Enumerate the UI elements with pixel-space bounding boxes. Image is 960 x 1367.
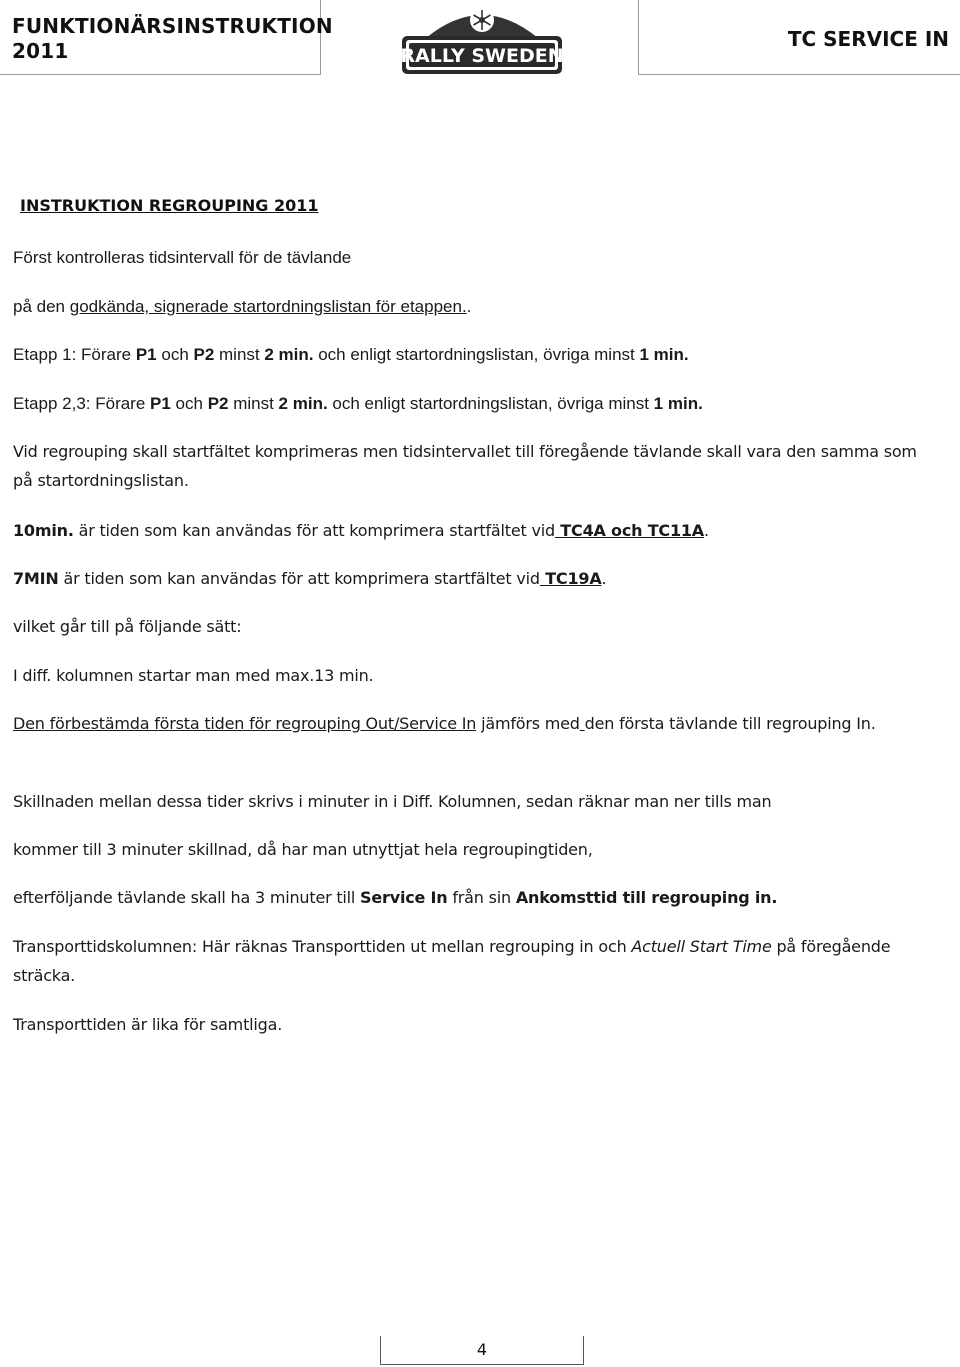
paragraph-following: efterföljande tävlande skall ha 3 minuter till Service In från sin Ankomsttid till regrouping in. [13,888,778,907]
paragraph-10min: 10min. är tiden som kan användas för att komprimera startfältet vid TC4A och TC11A. [13,521,709,540]
header-doc-type: FUNKTIONÄRSINSTRUKTION [12,14,333,38]
document-title: INSTRUKTION REGROUPING 2011 [20,196,319,215]
paragraph-stage-1: Etapp 1: Förare P1 och P2 minst 2 min. och enligt startordningslistan, övriga minst 1 min. [13,345,689,364]
paragraph-startlist: på den godkända, signerade startordningslistan för etappen.. [13,297,472,316]
paragraph-intro: Först kontrolleras tidsintervall för de tävlande [13,248,352,267]
logo-text: RALLY SWEDEN [400,45,564,67]
header-year: 2011 [12,39,69,63]
paragraph-compress-field: Vid regrouping skall startfältet komprimeras men tidsintervallet till föregående tävlande skall vara den samma som på startordningslistan. [13,442,917,490]
paragraph-diff-start: I diff. kolumnen startar man med max.13 min. [13,666,374,685]
rally-sweden-logo [398,0,566,78]
page-number: 4 [476,1340,488,1359]
paragraph-transport: Transporttidskolumnen: Här räknas Transporttiden ut mellan regrouping in och Actuell Start Time på föregående sträcka. [13,937,891,985]
paragraph-difference: Skillnaden mellan dessa tider skrivs i minuter in i Diff. Kolumnen, sedan räknar man ner tills man [13,792,772,811]
header-left-box [0,0,333,75]
paragraph-stage-2-3: Etapp 2,3: Förare P1 och P2 minst 2 min. och enligt startordningslistan, övriga minst 1 min. [13,394,703,413]
paragraph-3min: kommer till 3 minuter skillnad, då har man utnyttjat hela regroupingtiden, [13,840,593,859]
header-right-box [638,0,960,75]
paragraph-7min: 7MIN är tiden som kan användas för att komprimera startfältet vid TC19A. [13,569,607,588]
paragraph-transport-equal: Transporttiden är lika för samtliga. [13,1015,283,1034]
paragraph-how: vilket går till på följande sätt: [13,617,242,636]
header-section-title: TC SERVICE IN [787,27,949,51]
paragraph-first-time: Den förbestämda första tiden för regrouping Out/Service In jämförs med den första tävlande till regrouping In. [13,714,876,733]
